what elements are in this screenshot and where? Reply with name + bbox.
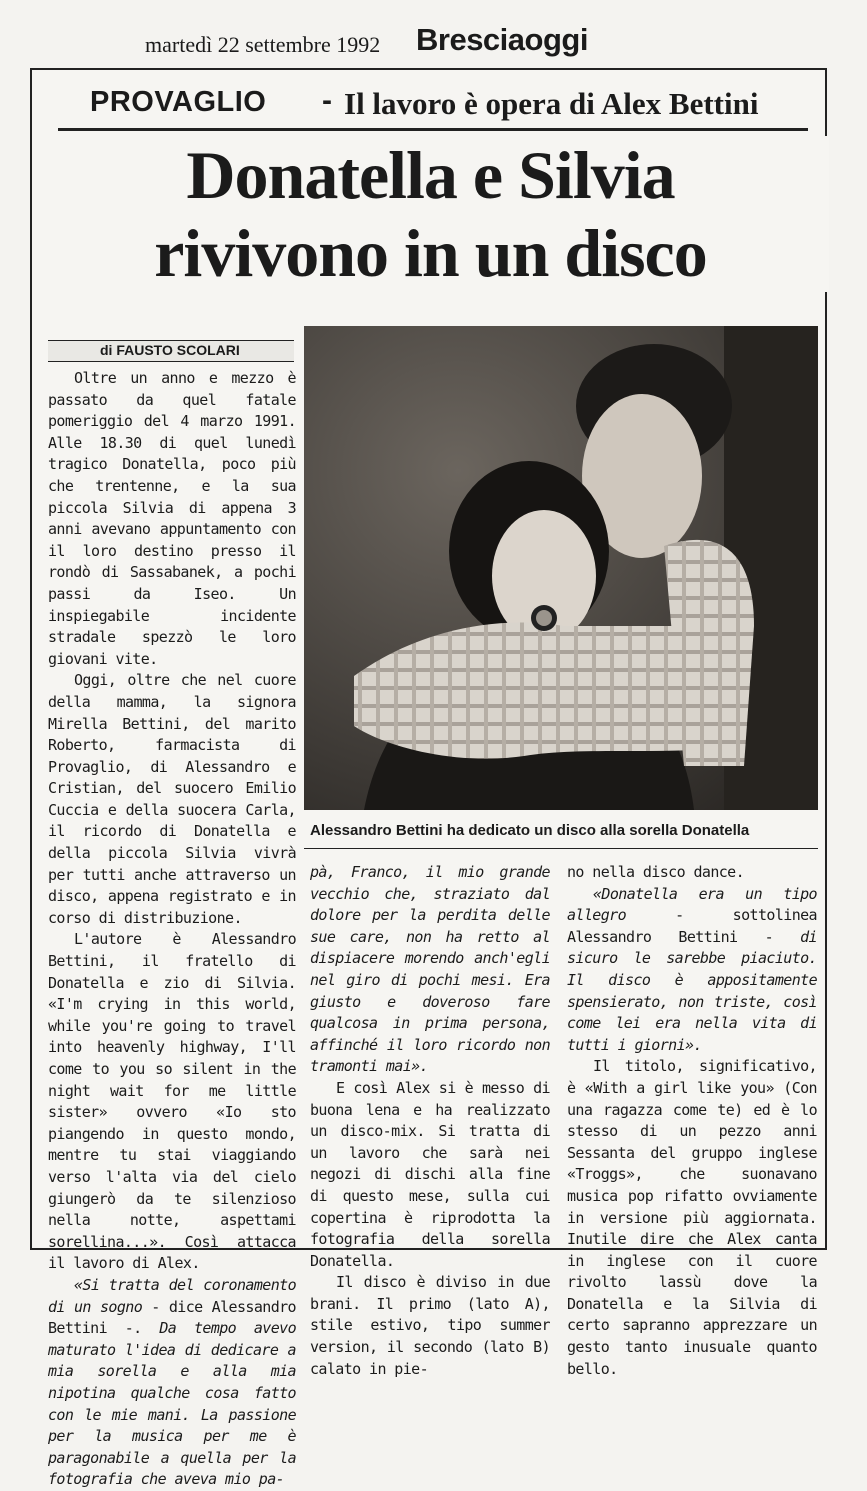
paragraph: no nella disco dance. [567,863,745,881]
paragraph: Oltre un anno e mezzo è passato da quel fatale pomeriggio del 4 marzo 1991. Alle 18.30 di quel lunedì tragico Donatella, poco più che trentenne, e la sua piccola Silvia di appena 3 anni avevano appuntamento con il loro destino presso il rondò di Sassabanek, a pochi passi da Iseo. Un inspiegabile incidente stradale spezzò le loro giovani vite. [48,369,296,668]
photo-illustration [304,326,818,810]
paragraph: L'autore è Alessandro Bettini, il fratello di Donatella e zio di Silvia. «I'm crying in this world, while you're going to travel into heavenly highway, I'll come to you so silent in the night wait for me little sister» ovvero «Io sto piangendo in questo mondo, mentre tu stai viaggiando verso l'alta via del cielo giungerò da te silenzioso nella notte, aspettami sorellina...». Così attacca il lavoro di Alex. [48,930,296,1273]
headline [32,136,829,292]
quote-italic: di sicuro le sarebbe piaciuto. Il disco è appositamente spensierato, non triste, così come lei era nella vita di tutti i giorni». [567,927,817,1054]
masthead [0,14,867,60]
paragraph: Il disco è diviso in due brani. Il primo (lato A), stile estivo, tipo summer version, il secondo (lato B) calato in pie- [310,1273,550,1378]
kicker-place: PROVAGLIO [90,86,267,118]
paragraph: Oggi, oltre che nel cuore della mamma, la signora Mirella Bettini, del marito Roberto, farmacista di Provaglio, di Alessandro e Cristian, del suocero Emilio Cuccia e della suocera Carla, il ricordo di Donatella e della piccola Silvia vivrà per tutti anche attraverso un disco, appena registrato e in corso di distribuzione. [48,671,296,927]
photo-caption: Alessandro Bettini ha dedicato un disco alla sorella Donatella [310,822,750,839]
byline [48,340,294,362]
article-column-1 [48,368,296,1491]
article-column-3 [567,862,817,1380]
kicker-subtitle: Il lavoro è opera di Alex Bettini [344,86,759,121]
attribution: - sottolinea Alessandro Bettini - [567,906,817,946]
headline-line-2: rivivono in un disco [154,215,707,291]
kicker-dash: - [322,84,332,117]
caption-rule [304,848,818,849]
paragraph: E così Alex si è messo di buona lena e ha realizzato un disco-mix. Si tratta di un lavoro che sarà nei negozi di dischi alla fine di questo mese, sulla cui copertina è riprodotta la fotografia della sorella Donatella. [310,1078,550,1270]
quote-italic: «Donatella era un tipo allegro [567,884,817,925]
paragraph [567,884,817,1057]
publication-date: martedì 22 settembre 1992 [145,32,381,57]
article-photo [304,326,818,810]
article-frame [30,68,827,1489]
paragraph: Il titolo, significativo, è «With a girl like you» (Con una ragazza come te) ed è lo stesso di un pezzo anni Sessanta del gruppo inglese «Troggs», che suonavano musica pop rifatto ovviamente in versione più aggiornata. Inutile dire che Alex canta in inglese con il cuore rivolto lassù dove la Donatella e la Silvia di certo sapranno apprezzare un gesto tanto inusuale quanto bello. [567,1057,817,1378]
kicker [58,84,808,131]
attribution: - dice Alessandro Bettini -. [48,1297,296,1338]
headline-line-1: Donatella e Silvia [186,137,675,213]
byline-text: di FAUSTO SCOLARI [100,342,240,358]
quote-italic: Da tempo avevo maturato l'idea di dedicare a mia sorella e alla mia nipotina qualche cosa fatto con le mie mani. La passione per la musica per me è paragonabile a quella per la fotografia che aveva mio pa- [48,1319,296,1489]
paragraph: pà, Franco, il mio grande vecchio che, straziato dal dolore per la perdita delle sue care, non ha retto al dispiacere morendo anch'egli nel giro di pochi mesi. Era giusto e doveroso fare qualcosa in prima persona, affinché il loro ricordo non tramonti mai». [310,863,550,1076]
paragraph [48,1275,296,1491]
quote-italic: «Si tratta del coronamento di un sogno [48,1275,296,1316]
article-column-2 [310,862,550,1380]
newspaper-name: Bresciaoggi [416,22,588,57]
